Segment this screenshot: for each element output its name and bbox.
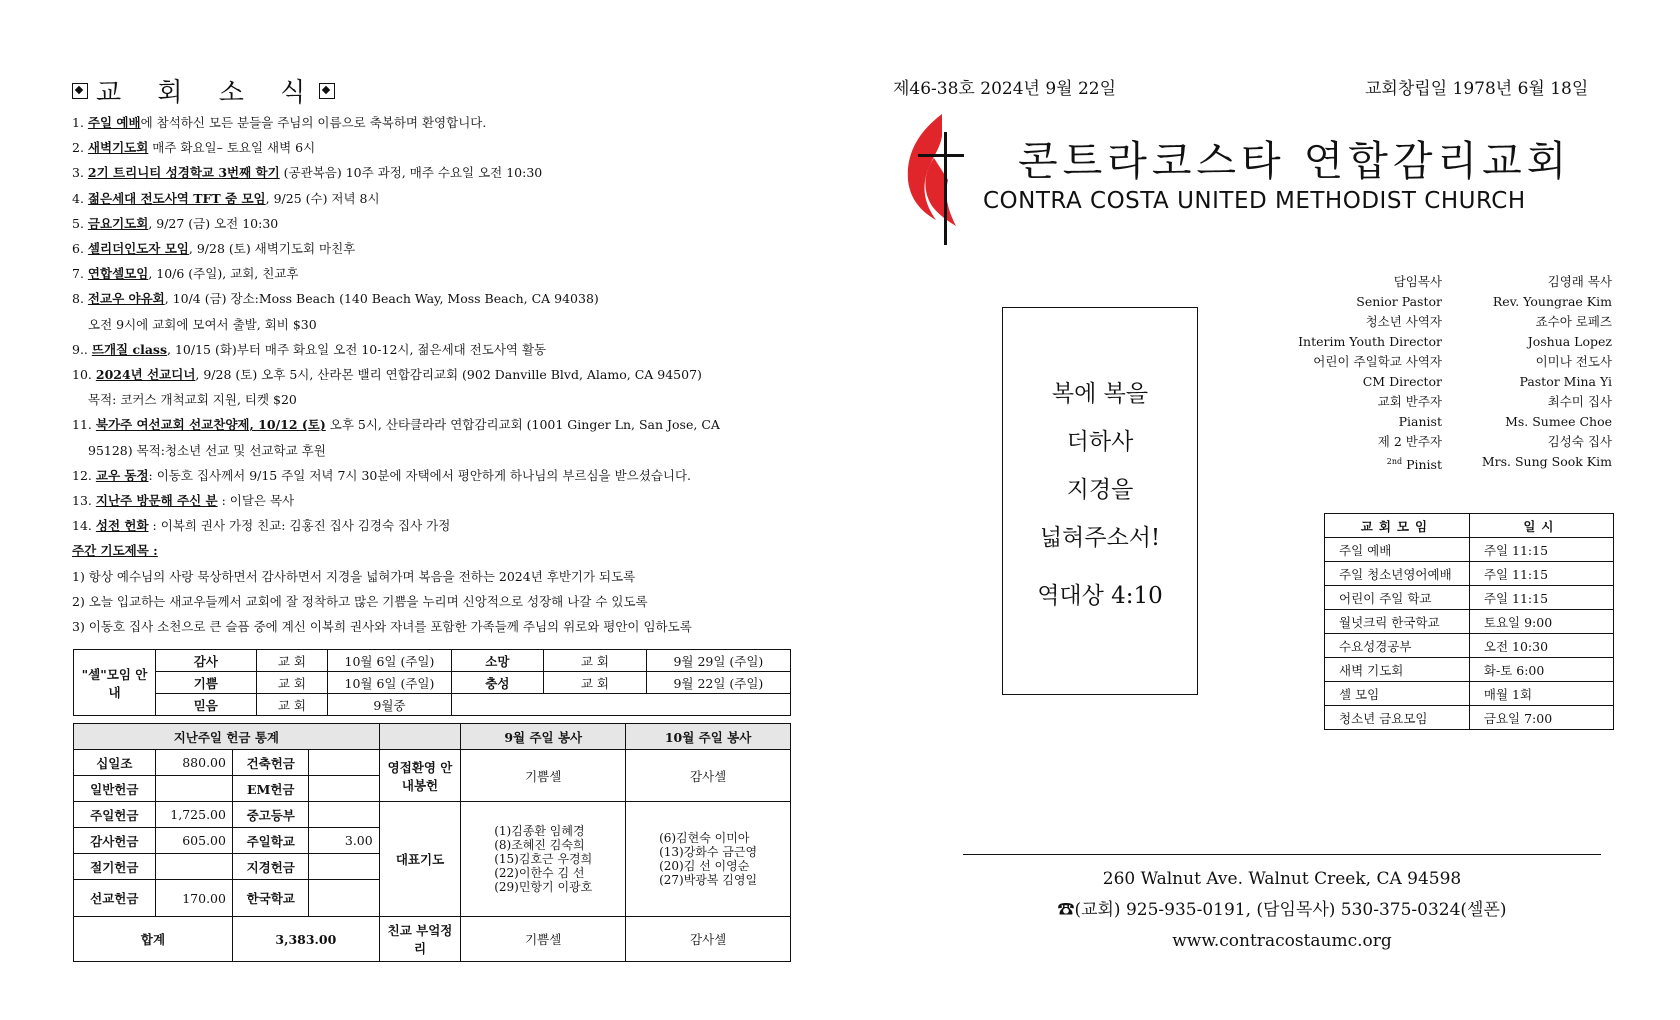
cell-date: 10월 6일 (주일): [328, 650, 451, 672]
meeting-row: [1325, 634, 1614, 658]
staff-person: Mrs. Sung Sook Kim: [1481, 454, 1612, 469]
offering-label: 중고등부: [232, 802, 309, 828]
news-num: 4.: [72, 190, 84, 206]
news-item: [72, 312, 812, 337]
news-num: 11.: [72, 417, 92, 433]
phone-text: (교회) 925-935-0191, (담임목사) 530-375-0324(셀폰): [1074, 900, 1507, 920]
staff-person: Ms. Sumee Choe: [1505, 414, 1612, 429]
offering-label: 절기헌금: [74, 854, 156, 880]
prayer-name: (13)강화수 금근영: [659, 845, 758, 859]
church-name-english: CONTRA COSTA UNITED METHODIST CHURCH: [983, 188, 1526, 214]
meeting-time: 주일 11:15: [1469, 586, 1613, 610]
staff-row: [1270, 272, 1612, 292]
offering-label: 건축헌금: [232, 750, 309, 776]
news-num: 14.: [72, 518, 92, 534]
cell-empty: [451, 694, 790, 716]
meeting-time: 주일 11:15: [1469, 538, 1613, 562]
offering-label: 지경헌금: [232, 854, 309, 880]
news-heading: 지난주 방문해 주신 분: [95, 493, 218, 509]
cell-date: 9월 29일 (주일): [646, 650, 790, 672]
meeting-time: 오전 10:30: [1469, 634, 1613, 658]
news-num: 2.: [72, 140, 84, 156]
verse-line: 복에 복을: [1051, 381, 1149, 407]
offering-value: [309, 802, 379, 828]
staff-role: [1270, 372, 1442, 392]
news-heading: 연합셀모임: [87, 266, 149, 282]
cell-name: 소망: [451, 650, 543, 672]
staff-role-text: Senior Pastor: [1356, 294, 1442, 309]
ordinal-sup: 2nd: [1386, 457, 1403, 466]
news-text: , 9/27 (금) 오전 10:30: [148, 215, 279, 231]
offering-value: 1,725.00: [155, 802, 232, 828]
prayer-sept: [461, 802, 626, 917]
offering-header: 지난주일 헌금 통계: [74, 724, 380, 750]
meeting-row: [1325, 586, 1614, 610]
verse-line: 지경을: [1066, 477, 1134, 503]
news-item: [72, 362, 812, 387]
news-text: (공관복음) 10주 과정, 매주 수요일 오전 10:30: [279, 165, 543, 181]
cell-name: 감사: [155, 650, 256, 672]
staff-role: [1270, 312, 1442, 332]
news-num: 9..: [72, 341, 88, 357]
prayer-sept-list: [494, 824, 592, 894]
verse-line: 더하사: [1066, 429, 1134, 455]
staff-role-text: 교회 반주자: [1377, 394, 1442, 409]
offering-value: [309, 880, 379, 917]
staff-row: [1270, 292, 1612, 312]
news-item: [72, 110, 812, 135]
prayer-name: (1)김종환 임혜경: [494, 824, 585, 838]
meeting-time: 토요일 9:00: [1469, 610, 1613, 634]
staff-role: [1270, 272, 1442, 292]
news-item: [72, 438, 812, 463]
staff-person: 김성숙 집사: [1547, 434, 1612, 449]
prayer-name: (8)조혜진 김숙희: [494, 838, 585, 852]
news-heading: 교우 동정: [95, 467, 149, 483]
news-item: [72, 135, 812, 160]
offering-value: [309, 776, 379, 802]
news-text: 에 참석하신 모든 분들을 주님의 이름으로 축복하며 환영합니다.: [140, 115, 487, 130]
diamond-icon: [72, 83, 88, 99]
prayer-name: (6)김현숙 이미아: [659, 831, 750, 845]
role-header: [379, 724, 461, 750]
news-num: 6.: [72, 241, 84, 257]
staff-role-text: 담임목사: [1393, 274, 1442, 289]
cell-date: 9월중: [328, 694, 451, 716]
offering-value: [309, 854, 379, 880]
cell-meeting-table: [73, 649, 791, 716]
website-link[interactable]: www.contracostaumc.org: [1172, 931, 1392, 951]
staff-person: 이미나 전도사: [1535, 354, 1612, 369]
cell-name: 기쁨: [155, 672, 256, 694]
total-label: 합계: [74, 917, 233, 962]
diamond-icon: [319, 83, 335, 99]
staff-role: [1270, 352, 1442, 372]
prayer-label: 대표기도: [379, 802, 461, 917]
meetings-table: [1324, 513, 1614, 730]
verse-line: 넓혀주소서!: [1039, 525, 1161, 551]
cell-name: 믿음: [155, 694, 256, 716]
news-text: , 9/25 (수) 저녁 8시: [265, 190, 380, 206]
prayer-name: (29)민항기 이광호: [494, 880, 593, 894]
news-heading: 젊은세대 전도사역 TFT 줌 모임: [87, 190, 266, 206]
meeting-row: [1325, 658, 1614, 682]
staff-row: [1270, 352, 1612, 372]
prayer-title-text: 주간 기도제목 :: [72, 543, 158, 559]
news-text: 오후 5시, 산타클라라 연합감리교회 (1001 Ginger Ln, San Jose, CA: [325, 417, 720, 433]
news-title-text: 교 회 소 식: [96, 78, 320, 108]
offering-label: 감사헌금: [74, 828, 156, 854]
cell-place: 교 회: [256, 672, 328, 694]
staff-role-text: CM Director: [1362, 374, 1442, 389]
news-heading: 금요기도회: [87, 215, 149, 231]
staff-role-text: 어린이 주일학교 사역자: [1313, 354, 1442, 369]
cell-name: 충성: [451, 672, 543, 694]
staff-row: [1270, 412, 1612, 432]
news-item: [72, 387, 812, 412]
staff-role: [1270, 452, 1442, 475]
offering-label: 선교헌금: [74, 880, 156, 917]
staff-row: [1270, 372, 1612, 392]
meeting-time: 매월 1회: [1469, 682, 1613, 706]
staff-person: 죠수아 로페즈: [1535, 314, 1612, 329]
staff-person: Joshua Lopez: [1527, 334, 1612, 349]
meeting-row: [1325, 706, 1614, 730]
phone: [963, 895, 1601, 926]
offering-label: 한국학교: [232, 880, 309, 917]
offering-table: [73, 723, 791, 962]
meeting-row: [1325, 610, 1614, 634]
news-text: , 9/28 (토) 오후 5시, 산라몬 밸리 연합감리교회 (902 Danville Blvd, Alamo, CA 94507): [195, 367, 702, 383]
meeting-name: 청소년 금요모임: [1325, 706, 1470, 730]
news-text: 매주 화요일– 토요일 새벽 6시: [148, 140, 316, 156]
cell-place: 교 회: [256, 650, 328, 672]
prayer-title: [72, 538, 812, 563]
meeting-row: [1325, 682, 1614, 706]
fellowship-label: 친교 부엌정리: [379, 917, 461, 962]
staff-role: [1270, 332, 1442, 352]
meeting-row: [1325, 562, 1614, 586]
news-list: [72, 110, 812, 639]
news-text: , 10/6 (주일), 교회, 친교후: [148, 266, 299, 282]
news-text: : 이동호 집사께서 9/15 주일 저녁 7시 30분에 자택에서 평안하게 하나님의 부르심을 받으셨습니다.: [148, 467, 692, 483]
offering-label: 십일조: [74, 750, 156, 776]
news-heading: 2024년 선교디너: [95, 367, 196, 383]
greeting-sept: 기쁨셀: [461, 750, 626, 802]
news-num: 10.: [72, 367, 92, 383]
offering-label: 주일헌금: [74, 802, 156, 828]
meetings-header-time: 일시: [1469, 514, 1613, 538]
news-heading: 뜨개질 class: [91, 341, 168, 357]
prayer-oct-list: [659, 831, 757, 887]
meeting-name: 새벽 기도회: [1325, 658, 1470, 682]
prayer-oct: [626, 802, 791, 917]
staff-role-text: Pinist: [1406, 457, 1442, 473]
news-title: [72, 72, 343, 109]
offering-value: [309, 750, 379, 776]
news-num: 12.: [72, 467, 92, 483]
meeting-name: 주일 예배: [1325, 538, 1470, 562]
news-text: 95128) 목적:청소년 선교 및 선교학교 후원: [88, 442, 326, 458]
meeting-name: 셀 모임: [1325, 682, 1470, 706]
news-heading: 새벽기도회: [87, 140, 149, 156]
meeting-row: [1325, 538, 1614, 562]
prayer-name: (20)김 선 이영순: [659, 859, 750, 873]
news-item: [72, 463, 812, 488]
meetings-header-name: 교회모임: [1325, 514, 1470, 538]
staff-role-text: Pianist: [1398, 414, 1442, 429]
founding-date: 교회창립일 1978년 6월 18일: [1365, 79, 1589, 99]
news-text: : 이복희 권사 가정 친교: 김홍진 집사 김경숙 집사 가정: [148, 518, 451, 534]
oct-header: 10월 주일 봉사: [626, 724, 791, 750]
prayer-name: (22)이한수 김 선: [494, 866, 585, 880]
meeting-time: 금요일 7:00: [1469, 706, 1613, 730]
prayer-item: 1) 항상 예수님의 사랑 묵상하면서 감사하면서 지경을 넓혀가며 복음을 전하는 2024년 후반기가 되도록: [72, 568, 636, 584]
meeting-name: 어린이 주일 학교: [1325, 586, 1470, 610]
news-text: , 10/4 (금) 장소:Moss Beach (140 Beach Way, Moss Beach, CA 94038): [164, 291, 599, 307]
news-item: [72, 160, 812, 185]
staff-list: [1270, 272, 1612, 475]
staff-role: [1270, 292, 1442, 312]
footer-rule: [963, 854, 1601, 855]
meeting-time: 화-토 6:00: [1469, 658, 1613, 682]
verse-reference: 역대상 4:10: [1037, 583, 1163, 609]
greeting-oct: 감사셀: [626, 750, 791, 802]
news-item: [72, 211, 812, 236]
staff-row: [1270, 452, 1612, 475]
news-item: [72, 261, 812, 286]
cell-label: "셀"모임 안내: [74, 650, 156, 716]
cell-place: 교 회: [256, 694, 328, 716]
news-text: , 10/15 (화)부터 매주 화요일 오전 10-12시, 젊은세대 전도사역 활동: [167, 341, 547, 357]
news-num: 8.: [72, 291, 84, 307]
offering-label: 주일학교: [232, 828, 309, 854]
news-item: [72, 412, 812, 437]
staff-person: 최수미 집사: [1547, 394, 1612, 409]
news-heading: 북가주 여선교회 선교찬양제, 10/12 (토): [95, 417, 326, 433]
staff-person: 김영래 목사: [1547, 274, 1612, 289]
offering-value: 605.00: [155, 828, 232, 854]
news-text: : 이달은 목사: [217, 493, 295, 509]
news-heading: 셀리더인도자 모임: [87, 241, 189, 257]
news-heading: 전교우 야유회: [87, 291, 165, 307]
news-text: 오전 9시에 교회에 모여서 출발, 회비 $30: [88, 316, 317, 332]
offering-value: 880.00: [155, 750, 232, 776]
news-heading: 2기 트리니티 성경학교 3번째 학기: [87, 165, 280, 181]
church-name-korean: 콘트라코스타 연합감리교회: [1018, 137, 1572, 185]
offering-value: 3.00: [309, 828, 379, 854]
news-num: 5.: [72, 215, 84, 231]
news-item: [72, 186, 812, 211]
staff-row: [1270, 332, 1612, 352]
staff-row: [1270, 312, 1612, 332]
greeting-label: 영접환영 안내봉헌: [379, 750, 461, 802]
news-text: 목적: 코커스 개척교회 지원, 티켓 $20: [88, 392, 297, 408]
news-text: , 9/28 (토) 새벽기도회 마친후: [188, 241, 356, 257]
news-num: 1.: [72, 115, 84, 130]
news-num: 7.: [72, 266, 84, 282]
news-heading: 성전 헌화: [95, 518, 149, 534]
meeting-name: 수요성경공부: [1325, 634, 1470, 658]
staff-row: [1270, 392, 1612, 412]
prayer-item: 3) 이동호 집사 소천으로 큰 슬픔 중에 계신 이복희 권사와 자녀를 포함한 가족들께 주님의 위로와 평안이 임하도록: [72, 619, 692, 635]
cross-flame-logo: [904, 110, 964, 245]
news-item: [72, 236, 812, 261]
staff-row: [1270, 432, 1612, 452]
staff-person: Rev. Youngrae Kim: [1492, 294, 1612, 309]
offering-value: [155, 854, 232, 880]
phone-icon: ☎: [1057, 900, 1075, 920]
staff-role: [1270, 432, 1442, 452]
news-num: 3.: [72, 165, 84, 181]
prayer-item: 2) 오늘 입교하는 새교우들께서 교회에 잘 정착하고 많은 기쁨을 누리며 신앙적으로 성장해 나갈 수 있도록: [72, 593, 648, 609]
news-item: [72, 488, 812, 513]
news-item: [72, 337, 812, 362]
prayer-name: (27)박광복 김영일: [659, 873, 758, 887]
offering-value: 170.00: [155, 880, 232, 917]
offering-value: [155, 776, 232, 802]
prayer-name: (15)김호근 우경희: [494, 852, 593, 866]
staff-role-text: 청소년 사역자: [1365, 314, 1442, 329]
staff-role-text: Interim Youth Director: [1298, 334, 1442, 349]
offering-label: EM헌금: [232, 776, 309, 802]
cell-date: 9월 22일 (주일): [646, 672, 790, 694]
address: 260 Walnut Ave. Walnut Creek, CA 94598: [1102, 869, 1462, 889]
staff-person: Pastor Mina Yi: [1519, 374, 1612, 389]
staff-role: [1270, 392, 1442, 412]
total-value: 3,383.00: [232, 917, 379, 962]
meeting-name: 월넛크릭 한국학교: [1325, 610, 1470, 634]
news-item: [72, 513, 812, 538]
news-heading: 주일 예배: [87, 115, 141, 130]
news-item: [72, 286, 812, 311]
verse-box: [1002, 307, 1198, 695]
fellowship-sept: 기쁨셀: [461, 917, 626, 962]
issue-number: 제46-38호 2024년 9월 22일: [893, 79, 1117, 99]
fellowship-oct: 감사셀: [626, 917, 791, 962]
meeting-name: 주일 청소년영어예배: [1325, 562, 1470, 586]
offering-label: 일반헌금: [74, 776, 156, 802]
staff-role: [1270, 412, 1442, 432]
sept-header: 9월 주일 봉사: [461, 724, 626, 750]
cell-date: 10월 6일 (주일): [328, 672, 451, 694]
news-num: 13.: [72, 493, 92, 509]
staff-role-text: 제 2 반주자: [1377, 434, 1442, 449]
cell-place: 교 회: [544, 650, 647, 672]
meeting-time: 주일 11:15: [1469, 562, 1613, 586]
footer-contact: [963, 864, 1601, 957]
cell-place: 교 회: [544, 672, 647, 694]
